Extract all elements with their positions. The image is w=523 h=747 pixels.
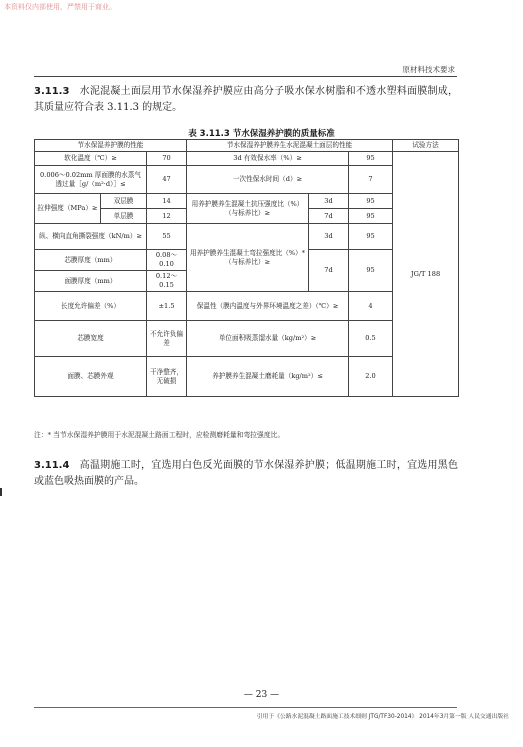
cell-age: 7d	[309, 250, 349, 292]
cell-prop2: 保温性（膜内温度与外界环境温度之差）（℃）≥	[187, 292, 349, 321]
table-header-row	[35, 140, 459, 152]
clause-text: 水泥混凝土面层用节水保湿养护膜应由高分子吸水保水树脂和不透水塑料面膜制成，其质量应符合表 3.11.3 的规定。	[34, 86, 458, 113]
cell-value: 不允许负偏差	[147, 321, 187, 357]
cell-age: 3d	[309, 224, 349, 250]
quality-standard-table	[34, 139, 459, 397]
header-method: 试验方法	[393, 140, 459, 152]
cell-prop: 拉伸强度（MPa）≥	[35, 194, 101, 224]
cell-value: 55	[147, 224, 187, 250]
cell-prop2: 一次性保水时间（d）≥	[187, 166, 349, 194]
clause-3-11-3	[34, 84, 458, 115]
cell-value: 0.08～0.10	[147, 250, 187, 271]
cell-value: 47	[147, 166, 187, 194]
cell-sub: 双层膜	[101, 194, 147, 209]
cell-value2: 0.5	[349, 321, 393, 357]
table-title: 表 3.11.3 节水保湿养护膜的质量标准	[188, 129, 335, 139]
clause-3-11-4	[34, 458, 458, 489]
cell-prop2: 单位面积吸蒸馏水量（kg/m²）≥	[187, 321, 349, 357]
cell-value: 14	[147, 194, 187, 209]
cell-prop: 0.006～0.02mm 厚面膜的水蒸气透过量［g/（m²·d）］≤	[35, 166, 147, 194]
cell-prop: 长度允许偏差（%）	[35, 292, 147, 321]
header-film-props: 节水保湿养护膜的性能	[35, 140, 187, 152]
table-note: 注：* 当节水保湿养护膜用于水泥混凝土路面工程时，应检测磨耗量和弯拉强度比。	[34, 431, 285, 439]
cell-sub: 单层膜	[101, 209, 147, 224]
cell-value2: 95	[349, 209, 393, 224]
table-row	[35, 152, 459, 166]
running-head: 原材料技术要求	[402, 65, 455, 74]
footer-citation: 引用于《公路水泥混凝土路面施工技术细则 JTG/TF30-2014》 2014年3月第一版 人民交通出版社	[256, 714, 509, 720]
cell-value2: 95	[349, 152, 393, 166]
footer-rule	[34, 707, 457, 708]
cell-prop: 纵、横向直角撕裂强度（kN/m）≥	[35, 224, 147, 250]
cell-value: ±1.5	[147, 292, 187, 321]
cell-value: 12	[147, 209, 187, 224]
cell-prop: 芯膜宽度	[35, 321, 147, 357]
cell-value: 70	[147, 152, 187, 166]
cell-prop: 芯膜厚度（mm）	[35, 250, 147, 271]
cell-prop: 面膜、芯膜外观	[35, 357, 147, 397]
cell-age: 3d	[309, 194, 349, 209]
clause-text: 高温期施工时，宜选用白色反光面膜的节水保湿养护膜；低温期施工时，宜选用黑色或蓝色吸热面膜的产品。	[34, 460, 458, 487]
cell-value2: 7	[349, 166, 393, 194]
header-rule	[34, 76, 457, 77]
clause-number: 3.11.4	[34, 460, 70, 471]
cell-value: 0.12～0.15	[147, 271, 187, 292]
cell-prop2: 养护膜养生混凝土磨耗量（kg/m²）≤	[187, 357, 349, 397]
margin-mark	[0, 488, 2, 496]
cell-prop: 面膜厚度（mm）	[35, 271, 147, 292]
watermark-text: 本资料仅内部使用，严禁用于商业。	[4, 3, 116, 11]
page-number: — 23 —	[243, 690, 280, 700]
cell-test-method: JG/T 188	[393, 152, 459, 397]
cell-value2: 2.0	[349, 357, 393, 397]
cell-prop2: 3d 有效保水率（%）≥	[187, 152, 349, 166]
clause-number: 3.11.3	[34, 86, 70, 97]
cell-value2: 4	[349, 292, 393, 321]
cell-value2: 95	[349, 250, 393, 292]
cell-prop2: 用养护膜养生混凝土抗压强度比（%）（与标养比）≥	[187, 194, 309, 224]
cell-value: 干净整齐，无破损	[147, 357, 187, 397]
cell-prop2: 用养护膜养生混凝土弯拉强度比（%）*（与标养比）≥	[187, 224, 309, 292]
cell-age: 7d	[309, 209, 349, 224]
cell-prop: 软化温度（℃）≥	[35, 152, 147, 166]
cell-value2: 95	[349, 194, 393, 209]
header-concrete-props: 节水保湿养护膜养生水泥混凝土面层的性能	[187, 140, 393, 152]
cell-value2: 95	[349, 224, 393, 250]
